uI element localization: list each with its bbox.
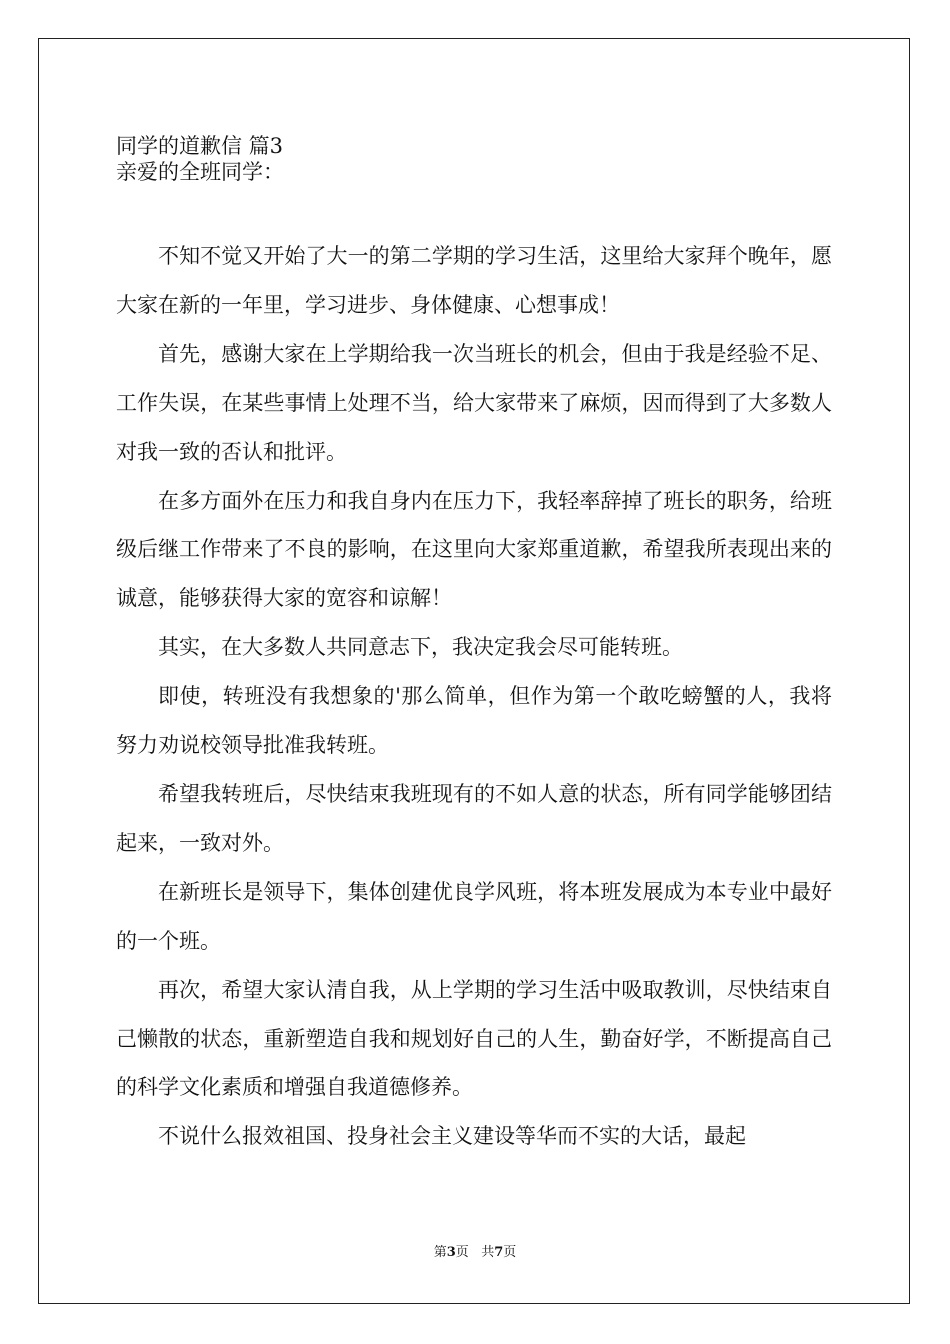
letter-title: 同学的道歉信 篇3 [116, 134, 284, 158]
letter-salutation: 亲爱的全班同学： [116, 160, 284, 184]
paragraph: 在多方面外在压力和我自身内在压力下，我轻率辞掉了班长的职务，给班级后继工作带来了不良的影响，在这里向大家郑重道歉，希望我所表现出来的诚意，能够获得大家的宽容和谅解！ [116, 488, 832, 611]
paragraph: 首先，感谢大家在上学期给我一次当班长的机会，但由于我是经验不足、工作失误，在某些事情上处理不当，给大家带来了麻烦，因而得到了大多数人对我一致的否认和批评。 [116, 341, 832, 464]
page-footer [0, 1245, 950, 1261]
paragraph: 不知不觉又开始了大一的第二学期的学习生活，这里给大家拜个晚年，愿大家在新的一年里，学习进步、身体健康、心想事成！ [116, 244, 832, 317]
total-suffix: 页 [503, 1245, 517, 1260]
paragraph: 即使，转班没有我想象的'那么简单，但作为第一个敢吃螃蟹的人，我将努力劝说校领导批准我转班。 [116, 684, 832, 758]
paragraph: 希望我转班后，尽快结束我班现有的不如人意的状态，所有同学能够团结起来，一致对外。 [116, 781, 832, 855]
page-prefix: 第 [433, 1245, 447, 1260]
paragraph: 其实，在大多数人共同意志下，我决定我会尽可能转班。 [158, 635, 683, 660]
paragraph: 不说什么报效祖国、投身社会主义建设等华而不实的大话，最起 [158, 1124, 746, 1149]
page-number: 3 [446, 1245, 456, 1260]
letter-body [116, 232, 832, 1161]
total-prefix: 共 [481, 1245, 495, 1260]
paragraph: 再次，希望大家认清自我，从上学期的学习生活中吸取教训，尽快结束自己懒散的状态，重新塑造自我和规划好自己的人生，勤奋好学，不断提高自己的科学文化素质和增强自我道德修养。 [116, 977, 832, 1100]
paragraph: 在新班长是领导下，集体创建优良学风班，将本班发展成为本专业中最好的一个班。 [116, 879, 832, 953]
page-suffix: 页 [455, 1245, 469, 1260]
total-pages: 7 [494, 1245, 504, 1260]
